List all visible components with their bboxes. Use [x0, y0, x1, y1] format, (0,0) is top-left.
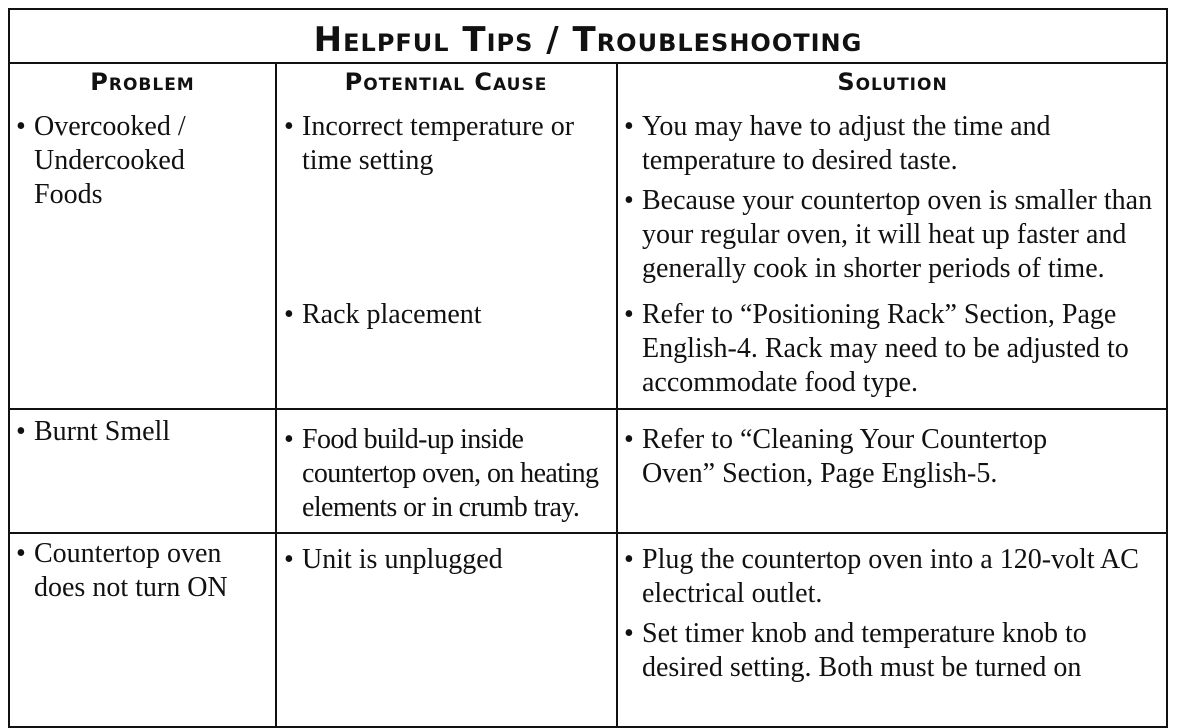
header-problem: Problem — [90, 68, 195, 96]
cause-column — [282, 543, 612, 583]
table-row — [14, 110, 264, 218]
solution-column — [622, 110, 1170, 292]
cause-cell: • Incorrect temperature or time setting — [282, 110, 612, 178]
column-divider — [275, 64, 277, 726]
cause-cell: • Unit is unplugged — [282, 543, 612, 577]
header-solution: Solution — [837, 68, 948, 96]
row-divider — [10, 532, 1166, 534]
solution-cell: • Refer to “Cleaning Your Countertop Oven” Section, Page English-5. — [622, 423, 1122, 491]
problem-cell: • Overcooked / Undercooked Foods — [14, 110, 234, 212]
solution-cell: • Refer to “Positioning Rack” Section, Page English-4. Rack may need to be adjusted to accommodate food type. — [622, 298, 1170, 400]
cause-column — [282, 110, 612, 184]
cause-column — [282, 298, 612, 338]
row-divider — [10, 408, 1166, 410]
solution-column — [622, 423, 1170, 497]
cause-column — [282, 423, 612, 531]
troubleshooting-table — [8, 8, 1168, 728]
table-title: Helpful Tips / Troubleshooting — [10, 10, 1166, 64]
header-potential-cause: Potential Cause — [344, 68, 548, 96]
problem-cell: • Countertop oven does not turn ON — [14, 537, 259, 605]
table-row — [14, 537, 264, 611]
solution-cell: • Set timer knob and temperature knob to desired setting. Both must be turned on — [622, 617, 1170, 685]
solution-cell: • Plug the countertop oven into a 120-volt AC electrical outlet. — [622, 543, 1170, 611]
problem-cell: • Burnt Smell — [14, 415, 264, 449]
solution-cell: • You may have to adjust the time and temperature to desired taste. — [622, 110, 1170, 178]
cause-cell: • Rack placement — [282, 298, 612, 332]
solution-cell: • Because your countertop oven is smaller than your regular oven, it will heat up faster and generally cook in shorter periods of time. — [622, 184, 1170, 286]
solution-column — [622, 298, 1170, 406]
cause-cell: • Food build-up inside countertop oven, on heating elements or in crumb tray. — [282, 423, 602, 525]
solution-column — [622, 543, 1170, 691]
table-row — [14, 415, 264, 455]
column-divider — [616, 64, 618, 726]
